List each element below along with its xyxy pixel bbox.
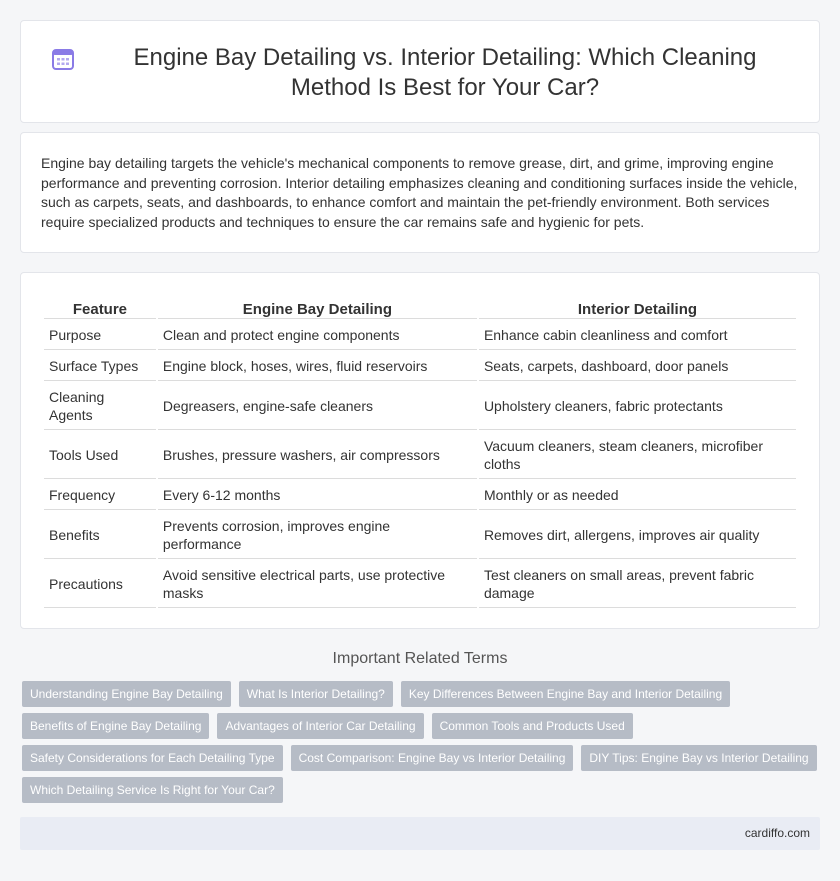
column-header-feature: Feature <box>44 297 156 319</box>
calendar-icon <box>51 47 75 71</box>
table-cell-interior: Test cleaners on small areas, prevent fabric damage <box>479 561 796 608</box>
footer <box>20 817 820 850</box>
table-cell-engine-bay: Avoid sensitive electrical parts, use protective masks <box>158 561 477 608</box>
table-cell-interior: Enhance cabin cleanliness and comfort <box>479 321 796 350</box>
related-term-tag[interactable]: Safety Considerations for Each Detailing Type <box>22 745 283 771</box>
title-card <box>20 20 820 123</box>
related-term-tag[interactable]: Understanding Engine Bay Detailing <box>22 681 231 707</box>
table-cell-engine-bay: Brushes, pressure washers, air compressors <box>158 432 477 479</box>
related-terms-heading: Important Related Terms <box>332 650 508 667</box>
page-title: Engine Bay Detailing vs. Interior Detailing: Which Cleaning Method Is Best for Your Car? <box>133 44 757 101</box>
table-cell-engine-bay: Clean and protect engine components <box>158 321 477 350</box>
table-cell-feature: Purpose <box>44 321 156 350</box>
table-cell-engine-bay: Every 6-12 months <box>158 481 477 510</box>
intro-card <box>20 132 820 253</box>
related-term-tag[interactable]: Benefits of Engine Bay Detailing <box>22 713 209 739</box>
table-row <box>44 432 796 479</box>
column-header-engine-bay: Engine Bay Detailing <box>158 297 477 319</box>
table-cell-engine-bay: Prevents corrosion, improves engine performance <box>158 512 477 559</box>
table-cell-interior: Removes dirt, allergens, improves air quality <box>479 512 796 559</box>
comparison-table <box>42 295 798 610</box>
table-cell-interior: Monthly or as needed <box>479 481 796 510</box>
table-row <box>44 321 796 350</box>
table-header-row <box>44 297 796 319</box>
related-term-tag[interactable]: Cost Comparison: Engine Bay vs Interior Detailing <box>291 745 574 771</box>
table-cell-engine-bay: Engine block, hoses, wires, fluid reservoirs <box>158 352 477 381</box>
related-term-tag[interactable]: Key Differences Between Engine Bay and Interior Detailing <box>401 681 730 707</box>
table-cell-feature: Tools Used <box>44 432 156 479</box>
table-row <box>44 512 796 559</box>
table-cell-feature: Precautions <box>44 561 156 608</box>
table-cell-interior: Vacuum cleaners, steam cleaners, microfiber cloths <box>479 432 796 479</box>
table-row <box>44 383 796 430</box>
table-cell-engine-bay: Degreasers, engine-safe cleaners <box>158 383 477 430</box>
footer-site-link[interactable]: cardiffo.com <box>744 826 810 840</box>
comparison-table-card <box>20 272 820 629</box>
table-cell-interior: Upholstery cleaners, fabric protectants <box>479 383 796 430</box>
intro-paragraph: Engine bay detailing targets the vehicle's mechanical components to remove grease, dirt, and grime, improving engine performance and preventing corrosion. Interior detailing emphasizes cleaning and conditioning surfaces inside the vehicle, such as carpets, seats, and dashboards, to enhance comfort and maintain the pet-friendly environment. Both services require specialized products and techniques to ensure the car remains safe and hygienic for pets. <box>41 155 798 230</box>
related-term-tag[interactable]: Advantages of Interior Car Detailing <box>217 713 423 739</box>
table-cell-interior: Seats, carpets, dashboard, door panels <box>479 352 796 381</box>
column-header-interior: Interior Detailing <box>479 297 796 319</box>
table-cell-feature: Frequency <box>44 481 156 510</box>
table-cell-feature: Cleaning Agents <box>44 383 156 430</box>
table-row <box>44 561 796 608</box>
related-term-tag[interactable]: What Is Interior Detailing? <box>239 681 393 707</box>
table-row <box>44 352 796 381</box>
table-cell-feature: Surface Types <box>44 352 156 381</box>
related-term-tag[interactable]: Which Detailing Service Is Right for Your Car? <box>22 777 283 803</box>
related-term-tag[interactable]: Common Tools and Products Used <box>432 713 633 739</box>
related-term-tag[interactable]: DIY Tips: Engine Bay vs Interior Detailing <box>581 745 816 771</box>
table-row <box>44 481 796 510</box>
table-cell-feature: Benefits <box>44 512 156 559</box>
related-terms-list <box>22 681 822 803</box>
